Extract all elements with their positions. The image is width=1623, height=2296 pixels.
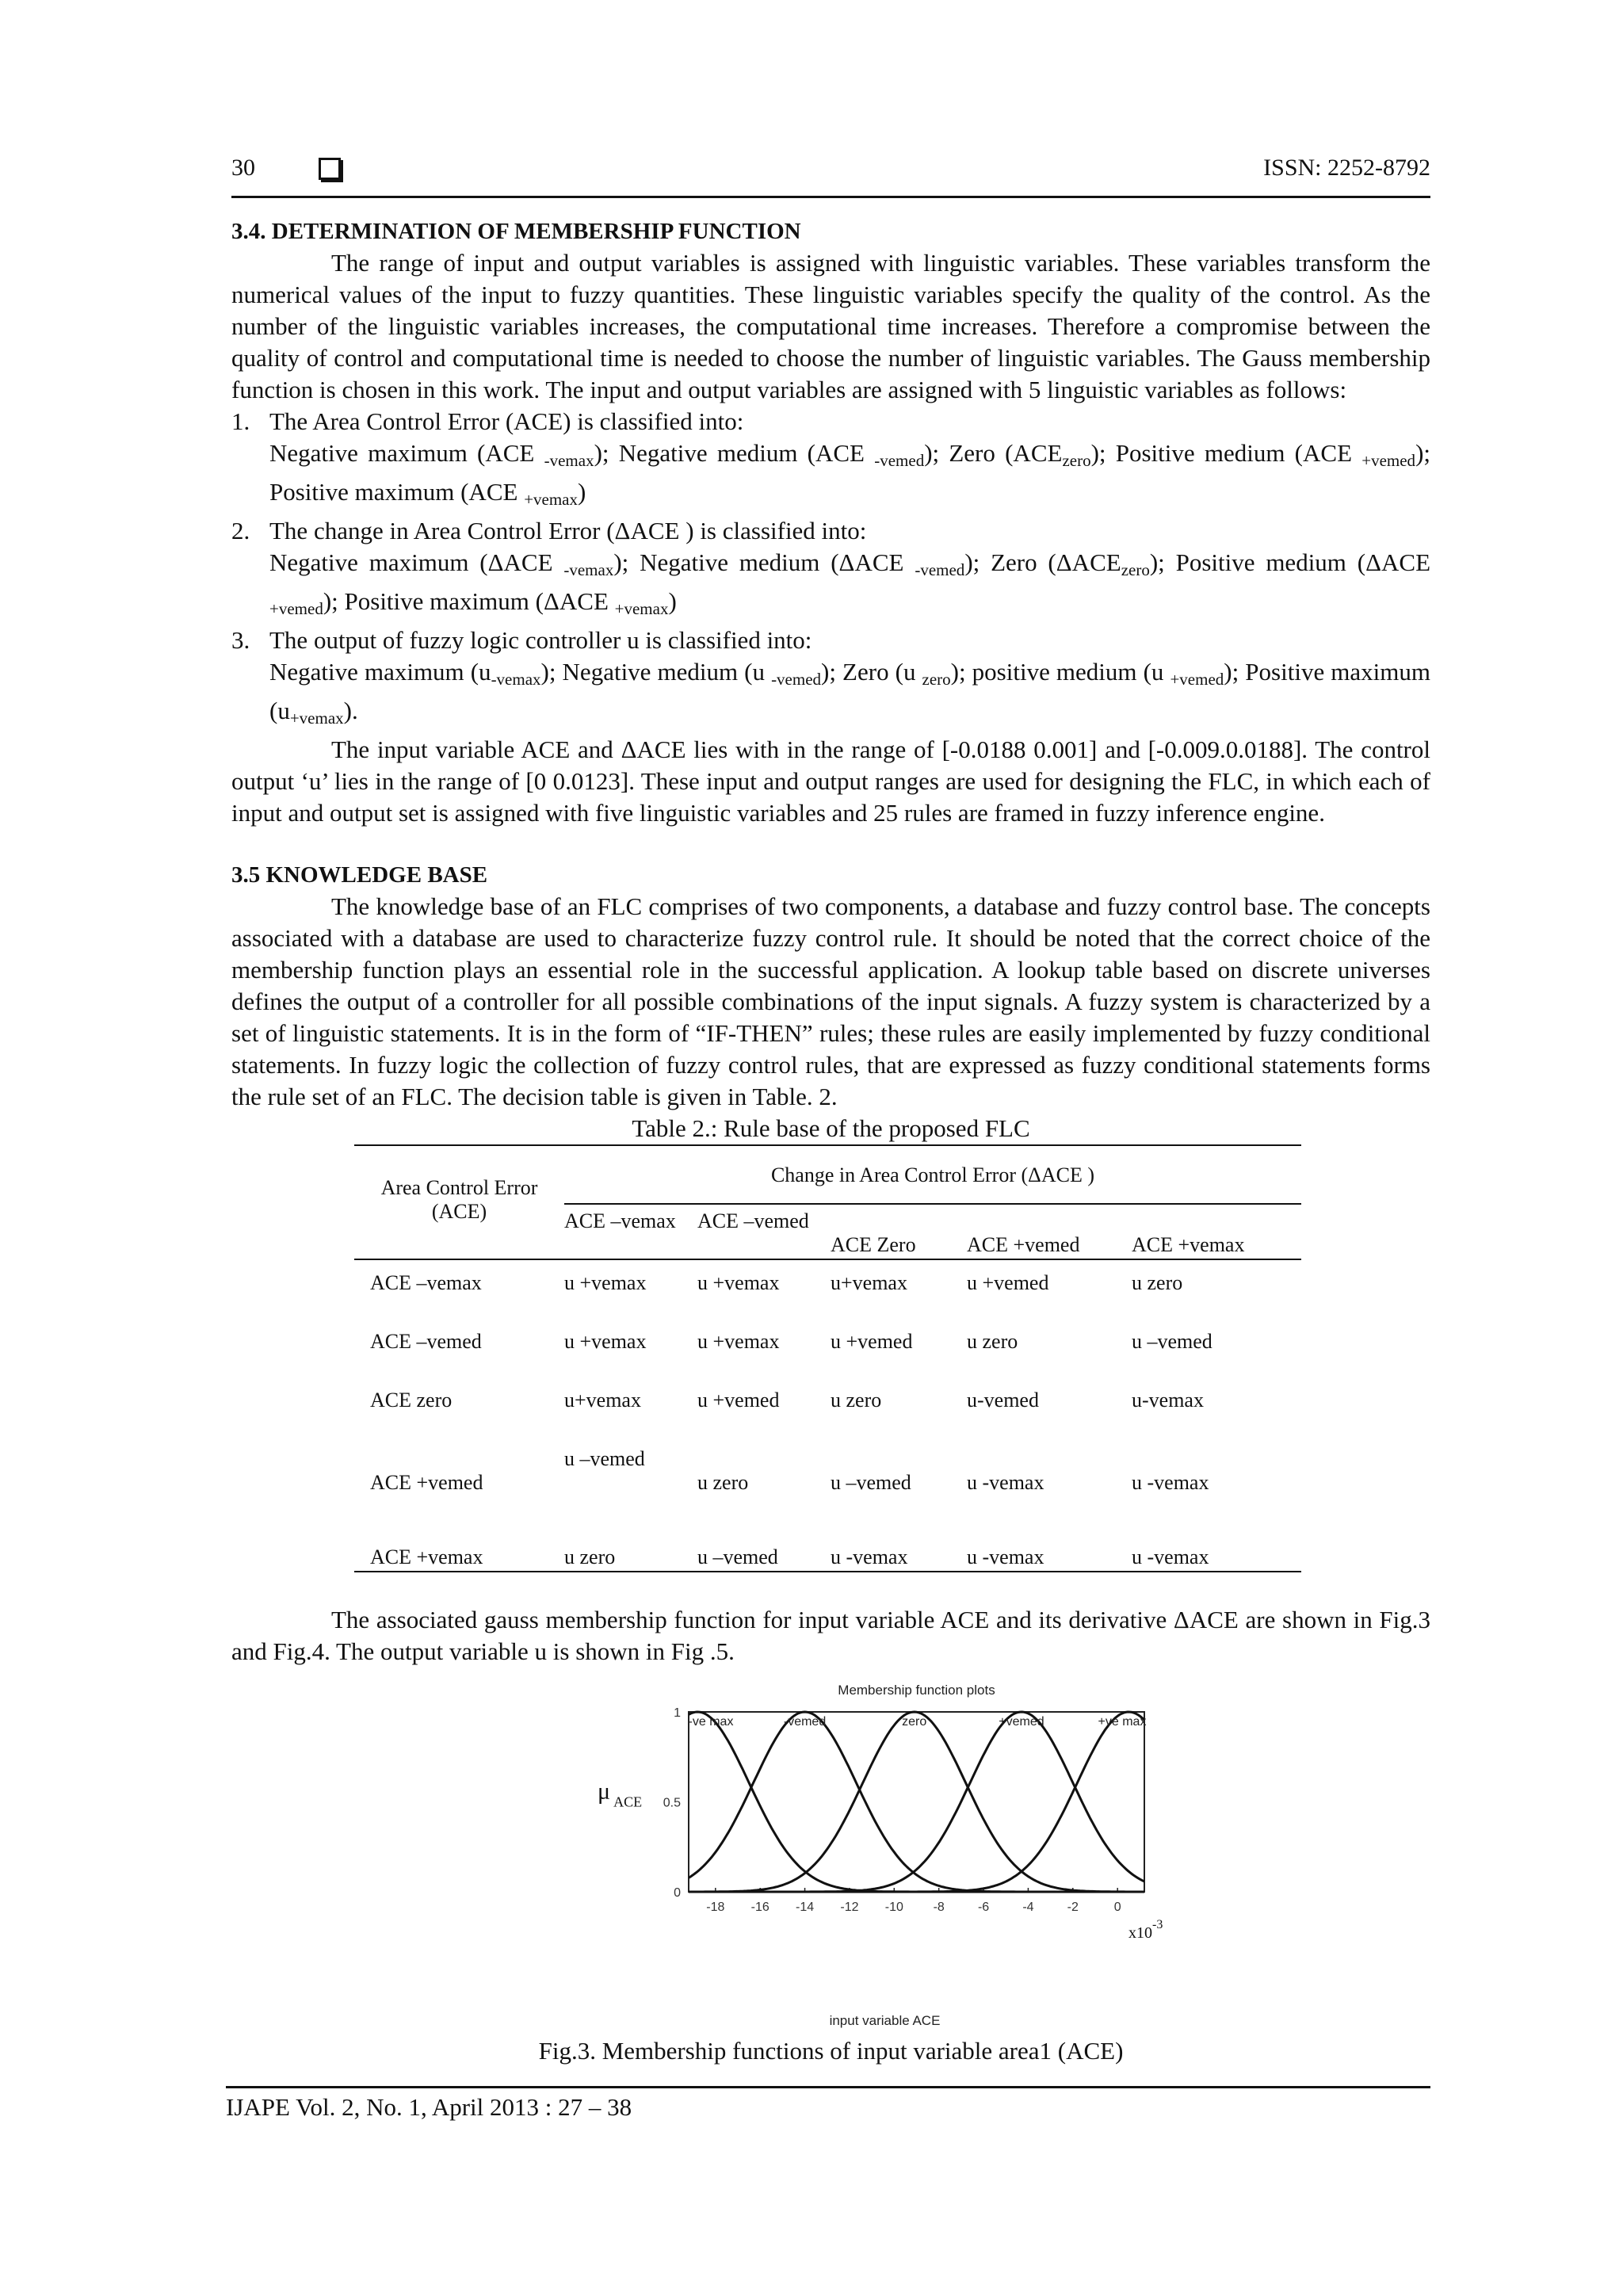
x-exponent-label: $x10^{-3}$ [1128,1918,1163,1942]
checkbox-glyph-icon [319,158,341,180]
series-label: zero [901,1715,926,1729]
row-label: ACE –vemax [370,1271,482,1294]
membership-function-figure [475,1682,1188,2030]
table-cell: u –vemed [697,1545,778,1568]
series-label: -ve max [688,1715,733,1729]
column-header: ACE –vemed [697,1209,809,1232]
table-cell: u +vemax [697,1330,780,1353]
section-heading-3-5: 3.5 KNOWLEDGE BASE [231,862,488,888]
table-cell: u-vemax [1132,1389,1204,1412]
table-cell: u+vemax [564,1389,641,1412]
row-label: ACE +vemax [370,1545,483,1568]
row-header-label: (ACE) [431,1200,487,1223]
paragraph: The associated gauss membership function for input variable ACE and its derivative ΔACE are shown in Fig.3 and Fig.4. The output variable u is shown in Fig .5. [231,1606,1430,1665]
list-item-title: The Area Control Error (ACE) is classified into: [269,407,744,435]
paragraph: The input variable ACE and ΔACE lies with in the range of [-0.0188 0.001] and [-0.009.0.0188]. The control output ‘u’ lies in the range of [0 0.0123]. These input and output ranges are used for designing the FLC, in which each of input and output set is assigned with five linguistic variables and 25 rules are framed in fuzzy inference engine. [231,735,1430,827]
section-heading-3-4: 3.4. DETERMINATION OF MEMBERSHIP FUNCTION [231,219,801,244]
table-cell: u –vemed [564,1447,645,1470]
table-cell: u -vemax [967,1471,1044,1494]
row-label: ACE –vemed [370,1330,482,1353]
table-cell: u +vemax [564,1271,647,1294]
row-label: ACE zero [370,1389,453,1412]
table-cell: u zero [967,1330,1018,1353]
issn: ISSN: 2252-8792 [1263,155,1430,181]
page-header [231,155,1430,198]
column-header: ACE Zero [831,1233,916,1256]
series-label: +ve max [1098,1715,1146,1729]
table-cell: u zero [697,1471,749,1494]
row-header-label: Area Control Error [380,1176,538,1199]
list-item-title: The change in Area Control Error (ΔACE ) is classified into: [269,517,867,544]
list-number: 3. [231,626,250,654]
x-tick-label: -8 [933,1901,945,1914]
paragraph: The range of input and output variables is assigned with linguistic variables. These variables transform the numerical values of the input to fuzzy quantities. These linguistic variables specify the quality of the control. As the number of the linguistic variables increases, the computational time increases. Therefore a compromise between the quality of control and computational time is needed to choose the number of linguistic variables. The Gauss membership function is chosen in this work. The input and output variables are assigned with 5 linguistic variables as follows: [231,249,1430,403]
table-cell: u+vemax [831,1271,907,1294]
page-footer: IJAPE Vol. 2, No. 1, April 2013 : 27 – 38 [226,2086,1430,2122]
table-title: Table 2.: Rule base of the proposed FLC [632,1114,1030,1142]
table-cell: u +vemed [831,1330,913,1353]
x-axis-label: input variable ACE [829,2013,940,2028]
list-item-detail: Negative maximum (ACE $_{-vemax}$); Negative medium (ACE $_{-vemed}$); Zero $(ACE_{zero})$; Positive medium (ACE $_{+vemed}$); Positive maximum (ACE $_{+vemax}$) [269,439,1430,509]
x-tick-label: -10 [884,1901,903,1914]
table-cell: u -vemax [831,1545,908,1568]
table-cell: u zero [564,1545,616,1568]
table-cell: u +vemax [564,1330,647,1353]
series-label: -vemed [783,1715,826,1729]
table-cell: u -vemax [1132,1471,1209,1494]
table-row [354,1259,1301,1319]
rule-base-table [354,1144,1301,1572]
list-number: 2. [231,517,250,544]
column-group-header: Change in Area Control Error (ΔACE ) [564,1145,1301,1204]
paragraph: The knowledge base of an FLC comprises of two components, a database and fuzzy control base. The concepts associated with a database are used to characterize fuzzy control rule. It should be noted that the correct choice of the membership function plays an essential role in the successful application. A lookup table based on discrete universes defines the output of a controller for all possible combinations of the input signals. A fuzzy system is characterized by a set of linguistic statements. It is in the form of “IF-THEN” rules; these rules are easily implemented by fuzzy conditional statements. In fuzzy logic the collection of fuzzy control rules, that are expressed as fuzzy conditional statements forms the rule set of an FLC. The decision table is given in Table. 2. [231,892,1430,1110]
list-item [231,625,1430,734]
table-row [354,1377,1301,1436]
main-content [231,216,1430,2067]
table-row [354,1436,1301,1534]
table-cell: u +vemed [697,1389,780,1412]
series-label: +vemed [998,1715,1044,1729]
list-item-title: The output of fuzzy logic controller u is classified into: [269,626,812,654]
list-item-detail: Negative maximum $(u_{-vemax})$; Negative medium (u $_{-vemed}$); Zero (u $_{zero}$); positive medium (u $_{+vemed}$); Positive maximum $(u_{+vemax})$. [269,658,1430,728]
x-tick-label: -2 [1067,1901,1079,1914]
table-row [354,1319,1301,1377]
table-cell: u -vemax [967,1545,1044,1568]
x-tick-label: 0 [1113,1901,1121,1914]
x-tick-label: -4 [1022,1901,1034,1914]
page-number: 30 [231,155,255,181]
column-header: ACE +vemax [1132,1233,1245,1256]
figure-caption: Fig.3. Membership functions of input variable area1 (ACE) [538,2037,1124,2065]
table-cell: u +vemed [967,1271,1049,1294]
table-cell: u-vemed [967,1389,1039,1412]
membership-function-plot [475,1682,1188,2030]
y-axis-label: μ $_{ACE}$ [597,1778,642,1810]
plot-title: Membership function plots [837,1683,995,1698]
list-number: 1. [231,407,250,435]
table-cell: u –vemed [831,1471,911,1494]
list-item [231,406,1430,515]
table-cell: u zero [831,1389,882,1412]
table-cell: u –vemed [1132,1330,1212,1353]
table-cell: u zero [1132,1271,1183,1294]
y-tick-label: 0.5 [663,1796,681,1810]
list-item-detail: Negative maximum (ΔACE $_{-vemax}$); Negative medium (ΔACE $_{-vemed}$); Zero $(\Delta ACE_{zero})$; Positive medium (ΔACE $_{+vemed}$); Positive maximum (ΔACE $_{+vemax}$) [269,548,1431,618]
x-tick-label: -14 [795,1901,814,1914]
row-label: ACE +vemed [370,1471,483,1494]
table-cell: u +vemax [697,1271,780,1294]
x-tick-label: -6 [977,1901,989,1914]
table-cell: u -vemax [1132,1545,1209,1568]
column-header: ACE –vemax [564,1209,676,1232]
table-row [354,1534,1301,1572]
x-tick-label: -16 [750,1901,769,1914]
series-line [689,1712,1144,1892]
row-header-cell [354,1145,564,1259]
y-tick-label: 1 [673,1706,681,1720]
list-item [231,515,1430,625]
x-tick-label: -18 [705,1901,724,1914]
x-tick-label: -12 [839,1901,859,1914]
y-tick-label: 0 [673,1886,681,1900]
column-header: ACE +vemed [967,1233,1080,1256]
